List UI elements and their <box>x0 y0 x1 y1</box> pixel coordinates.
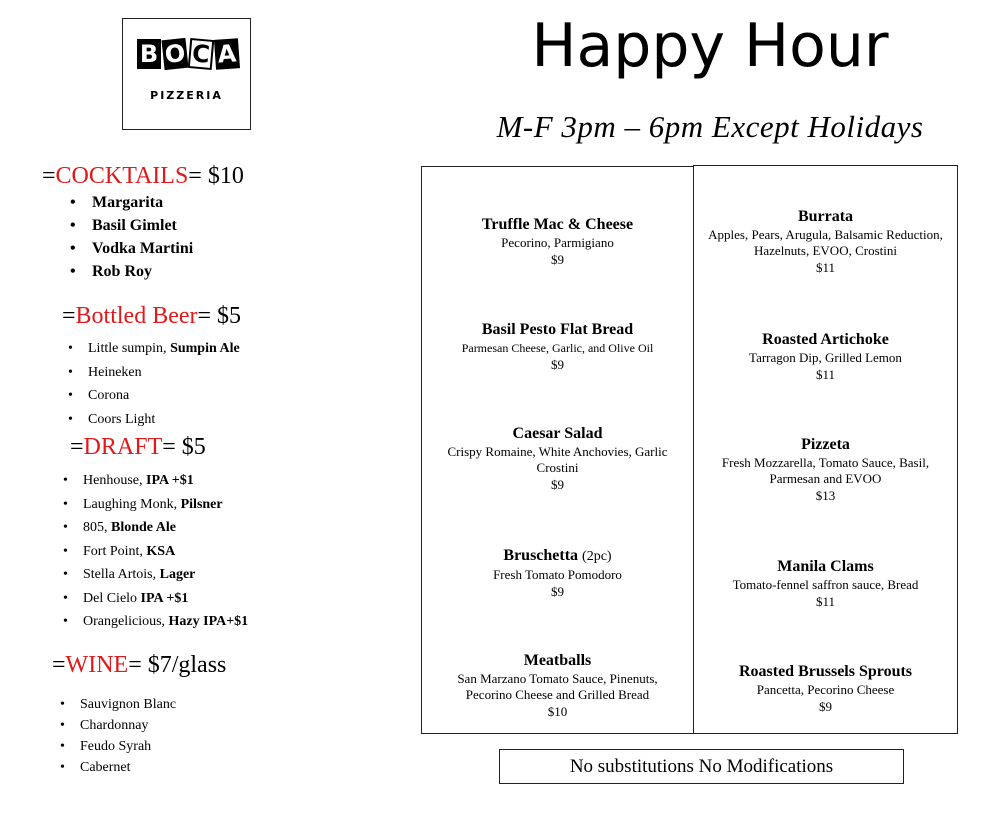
heading-prefix: = <box>42 163 56 189</box>
bottled-beer-price: = $5 <box>197 303 242 329</box>
item-name: Corona <box>88 388 130 403</box>
dish-description: Pecorino, Parmigiano <box>501 235 614 250</box>
dish-description: Crispy Romaine, White Anchovies, Garlic Crostini <box>447 444 668 475</box>
menu-item <box>698 557 953 610</box>
list-item <box>57 610 248 634</box>
heading-prefix: = <box>52 652 66 678</box>
dish-description: Pancetta, Pecorino Cheese <box>756 682 895 697</box>
list-item: • Sauvignon Blanc <box>54 694 176 715</box>
dish-name: Burrata <box>797 208 854 225</box>
item-name: Fort Point, <box>83 543 147 559</box>
dish-description: Fresh Mozzarella, Tomato Sauce, Basil, Parmesan and EVOO <box>721 455 930 486</box>
list-item: • Chardonnay <box>54 715 176 736</box>
logo-subtitle: PIZZERIA <box>150 89 223 102</box>
menu-item <box>426 320 689 373</box>
dish-price: $11 <box>815 260 836 275</box>
list-item: • Vodka Martini <box>62 237 193 260</box>
logo-letter: C <box>188 38 215 70</box>
dish-price: $9 <box>551 252 564 267</box>
dish-price: $11 <box>815 594 836 609</box>
dish-description: Fresh Tomato Pomodoro <box>493 567 622 582</box>
menu-item <box>698 662 953 715</box>
list-item <box>57 587 248 611</box>
dish-name: Manila Clams <box>777 558 874 575</box>
item-style: KSA <box>146 543 176 559</box>
dish-name-extra: (2pc) <box>582 549 612 564</box>
item-style: Blonde Ale <box>111 520 176 535</box>
item-name: Orangelicious, <box>83 614 169 629</box>
dish-description: San Marzano Tomato Sauce, Pinenuts, Pecorino Cheese and Grilled Bread <box>457 671 658 702</box>
bottled-beer-heading <box>62 302 241 330</box>
list-item <box>62 384 240 408</box>
item-style: Hazy IPA+$1 <box>168 614 249 629</box>
dish-description: Tarragon Dip, Grilled Lemon <box>749 350 902 365</box>
dish-name: Roasted Artichoke <box>762 331 889 348</box>
dish-description: Parmesan Cheese, Garlic, and Olive Oil <box>461 341 654 355</box>
list-item: • Basil Gimlet <box>62 214 193 237</box>
item-name: Heineken <box>88 364 142 380</box>
wine-heading <box>52 651 226 679</box>
menu-item <box>698 330 953 383</box>
menu-item <box>702 207 949 276</box>
wine-label: WINE <box>65 652 129 678</box>
list-item: • Cabernet <box>54 757 176 778</box>
dish-price: $9 <box>551 357 564 372</box>
dish-name: Truffle Mac & Cheese <box>481 216 634 233</box>
dish-name-wrap <box>426 546 689 567</box>
page-title: Happy Hour <box>531 11 889 81</box>
draft-heading <box>70 433 206 461</box>
logo-letter: A <box>214 38 240 70</box>
list-item <box>57 540 248 564</box>
menu-item <box>426 215 689 268</box>
list-item <box>57 493 248 517</box>
wine-list <box>54 694 176 778</box>
logo-letter: B <box>137 39 161 69</box>
menu-item <box>436 651 679 720</box>
dish-name: Basil Pesto Flat Bread <box>481 321 634 338</box>
bottled-beer-label: Bottled Beer <box>75 303 198 329</box>
dish-name: Pizzeta <box>801 436 850 453</box>
draft-list <box>57 469 248 634</box>
dish-price: $10 <box>547 704 568 719</box>
wine-price: = $7/glass <box>128 652 227 678</box>
heading-prefix: = <box>70 434 84 460</box>
heading-prefix: = <box>62 303 76 329</box>
dish-price: $9 <box>551 584 564 599</box>
list-item: • Rob Roy <box>62 260 193 283</box>
list-item <box>62 337 240 361</box>
item-name: Laughing Monk, <box>83 496 181 512</box>
no-substitutions-note: No substitutions No Modifications <box>499 749 904 784</box>
draft-label: DRAFT <box>83 434 163 460</box>
page-subtitle: M-F 3pm – 6pm Except Holidays <box>496 109 924 144</box>
dish-name: Roasted Brussels Sprouts <box>738 663 913 680</box>
dish-price: $9 <box>819 699 832 714</box>
cocktails-heading <box>42 162 244 190</box>
list-item <box>57 469 248 493</box>
item-name: Del Cielo <box>83 590 141 606</box>
item-style: IPA +$1 <box>140 590 189 606</box>
list-item: • Margarita <box>62 191 193 214</box>
list-item: • Feudo Syrah <box>54 736 176 757</box>
cocktails-price: = $10 <box>188 163 244 189</box>
logo-letter: O <box>163 39 187 69</box>
menu-item <box>428 424 687 493</box>
cocktails-list <box>62 191 193 283</box>
item-name: Little sumpin, <box>88 341 171 356</box>
list-item <box>57 516 248 540</box>
menu-item <box>426 546 689 600</box>
list-item <box>62 408 240 432</box>
item-style: Sumpin Ale <box>170 341 240 356</box>
cocktails-label: COCKTAILS <box>55 163 189 189</box>
item-name: Coors Light <box>88 411 156 427</box>
item-name: Henhouse, <box>83 473 146 488</box>
bottled-beer-list <box>62 337 240 431</box>
dish-name: Bruschetta <box>503 547 579 564</box>
dish-price: $13 <box>815 488 836 503</box>
dish-name: Caesar Salad <box>512 425 603 442</box>
dish-price: $9 <box>551 477 564 492</box>
list-item <box>62 361 240 385</box>
item-style: Lager <box>159 567 196 582</box>
dish-description: Apples, Pears, Arugula, Balsamic Reduction, Hazelnuts, EVOO, Crostini <box>708 227 943 258</box>
dish-description: Tomato-fennel saffron sauce, Bread <box>732 577 919 592</box>
list-item <box>57 563 248 587</box>
draft-price: = $5 <box>162 434 206 460</box>
dish-name: Meatballs <box>523 652 592 669</box>
item-name: Stella Artois, <box>83 567 160 582</box>
logo-word <box>137 39 239 69</box>
menu-item <box>702 435 949 504</box>
boca-pizzeria-logo <box>122 18 251 130</box>
item-style: Pilsner <box>180 496 223 512</box>
dish-price: $11 <box>815 367 836 382</box>
item-style: IPA +$1 <box>146 473 194 488</box>
item-name: 805, <box>83 520 111 535</box>
